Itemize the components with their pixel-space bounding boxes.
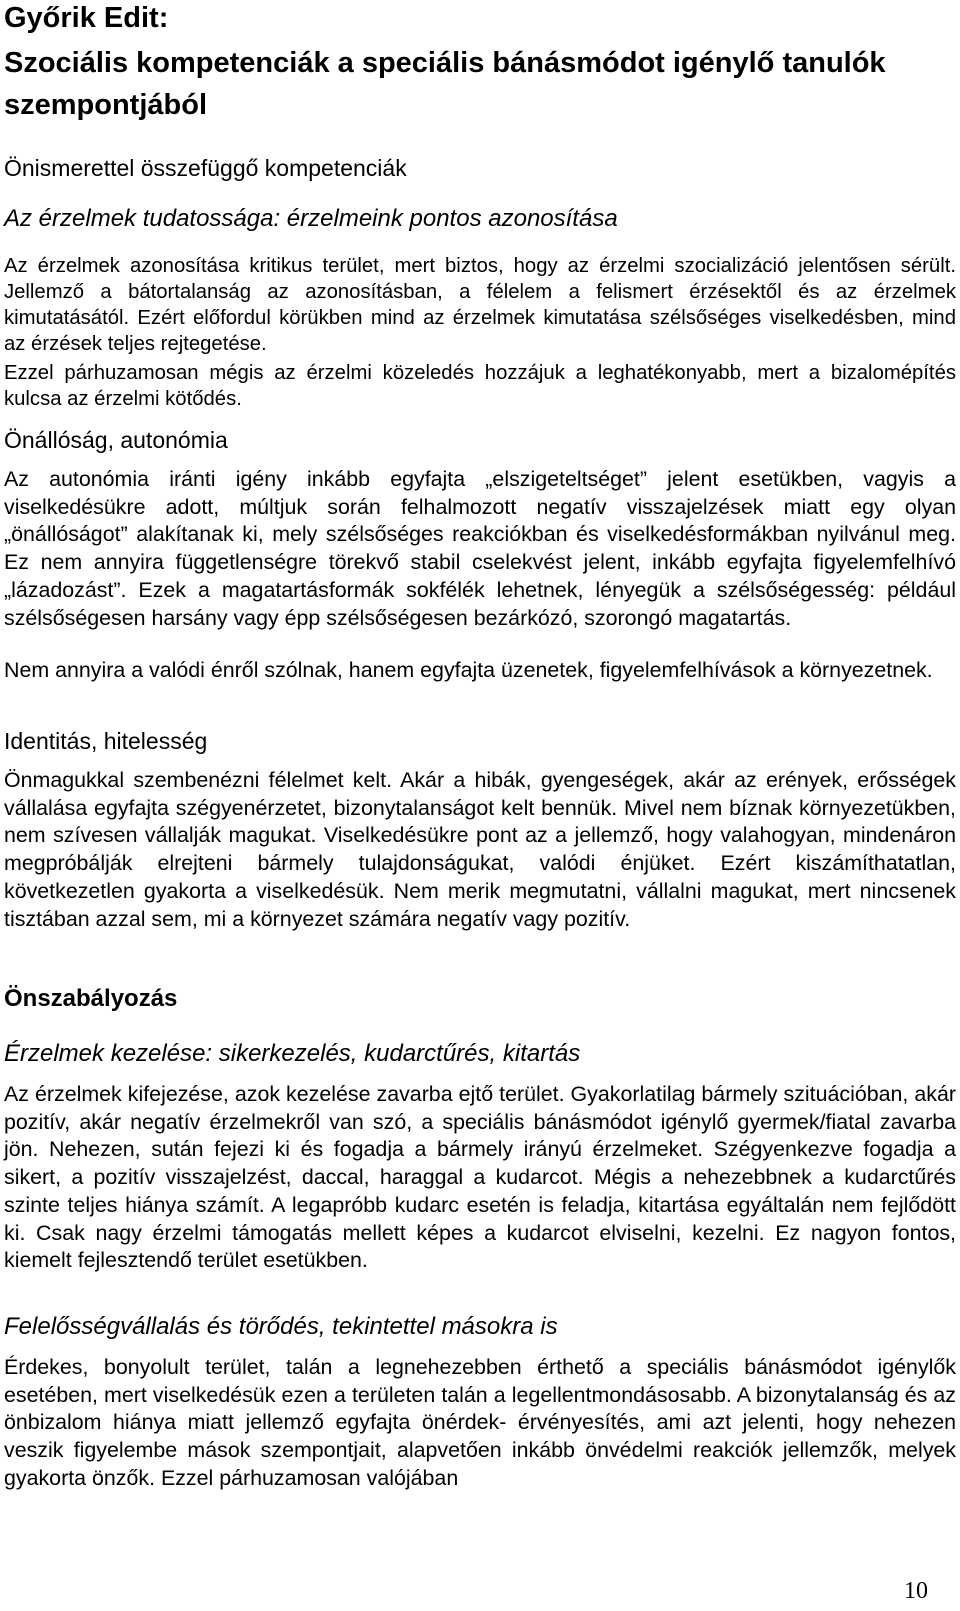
paragraph: Érdekes, bonyolult terület, talán a legnehezebben érthető a speciális bánásmódot igénylők esetében, mert viselkedésük ezen a területen talán a legellentmondásosabb. A bizonytalanság és az önbizalom hiánya miatt jellemző egyfajta önérdek- érvényesítés, ami azt jelenti, hogy nehezen veszik figyelembe mások szempontjait, alapvetően inkább önvédelmi reakciók jellemzők, melyek gyakorta önzők. Ezzel párhuzamosan valójában (4, 1355, 956, 1490)
author-name: Győrik Edit: (4, 2, 169, 34)
section-heading-self-awareness: Önismerettel összefüggő kompetenciák (4, 155, 407, 181)
section-heading-autonomy: Önállóság, autonómia (4, 427, 228, 453)
paragraph: Az autonómia iránti igény inkább egyfajta „elszigeteltséget” jelent esetükben, vagyis a viselkedésükre adott, múltjuk során felhalmozott negatív visszajelzések miatt egy olyan „önállóságot” alakítanak ki, mely szélsőséges reakciókban és viselkedésformákban nyilvánul meg. Ez nem annyira függetlenségre törekvő stabil cselekvést jelent, inkább egyfajta figyelemfelhívó „lázadozást”. Ezek a magatartásformák sokfélék lehetnek, lényegük a szélsőségesség: például szélsőségesen harsány vagy épp szélsőségesen bezárkózó, szorongó magatartás. (4, 467, 956, 630)
subheading-emotion-management: Érzelmek kezelése: sikerkezelés, kudarctűrés, kitartás (4, 1040, 581, 1067)
section-heading-identity: Identitás, hitelesség (4, 728, 208, 754)
paragraph: Az érzelmek azonosítása kritikus terület, mert biztos, hogy az érzelmi szocializáció jelentősen sérült. Jellemző a bátortalanság az azonosításban, a félelem a felismert érzésektől és az érzelmek kimutatásától. Ezért előfordul körükben mind az érzelmek kimutatása szélsőséges viselkedésben, mind az érzések teljes rejtegetése. (4, 255, 956, 355)
section-heading-self-regulation: Önszabályozás (4, 985, 178, 1012)
paragraph: Nem annyira a valódi énről szólnak, hanem egyfajta üzenetek, figyelemfelhívások a környezetnek. (4, 658, 933, 682)
paragraph: Önmagukkal szembenézni félelmet kelt. Akár a hibák, gyengeségek, akár az erények, erősségek vállalása egyfajta szégyenérzetet, bizonytalanságot kelt bennük. Mivel nem bíznak környezetükben, nem szívesen vállalják magukat. Viselkedésükre pont az a jellemző, hogy valahogyan, mindenáron megpróbálják elrejteni bármely tulajdonságukat, valódi énjüket. Ezért kiszámíthatatlan, következetlen gyakorta a viselkedésük. Nem merik megmutatni, vállalni magukat, mert nincsenek tisztában azzal sem, mi a környezet számára negatív vagy pozitív. (4, 768, 956, 931)
paragraph: Az érzelmek kifejezése, azok kezelése zavarba ejtő terület. Gyakorlatilag bármely szituációban, akár pozitív, akár negatív érzelmekről van szó, a speciális bánásmódot igénylő gyermek/fiatal zavarba jön. Nehezen, sután fejezi ki és fogadja a bármely irányú érzelmeket. Szégyenkezve fogadja a sikert, a pozitív visszajelzést, daccal, haraggal a kudarcot. Mégis a nehezebbnek a kudarctűrés szinte teljes hiánya számít. A legapróbb kudarc esetén is feladja, kitartása egyáltalán nem fejlődött ki. Csak nagy érzelmi támogatás mellett képes a kudarcot elviselni, kezelni. Ez nagyon fontos, kiemelt fejlesztendő terület esetükben. (4, 1082, 956, 1273)
paragraph: Ezzel párhuzamosan mégis az érzelmi közeledés hozzájuk a leghatékonyabb, mert a bizalomépítés kulcsa az érzelmi kötődés. (4, 362, 956, 410)
subheading-emotional-awareness: Az érzelmek tudatossága: érzelmeink pontos azonosítása (4, 205, 618, 232)
section-heading-responsibility: Felelősségvállalás és törődés, tekintettel másokra is (4, 1313, 558, 1340)
page-number: 10 (904, 1578, 928, 1604)
document-title: Szociális kompetenciák a speciális bánásmódot igénylő tanulók szempontjából (4, 47, 886, 121)
